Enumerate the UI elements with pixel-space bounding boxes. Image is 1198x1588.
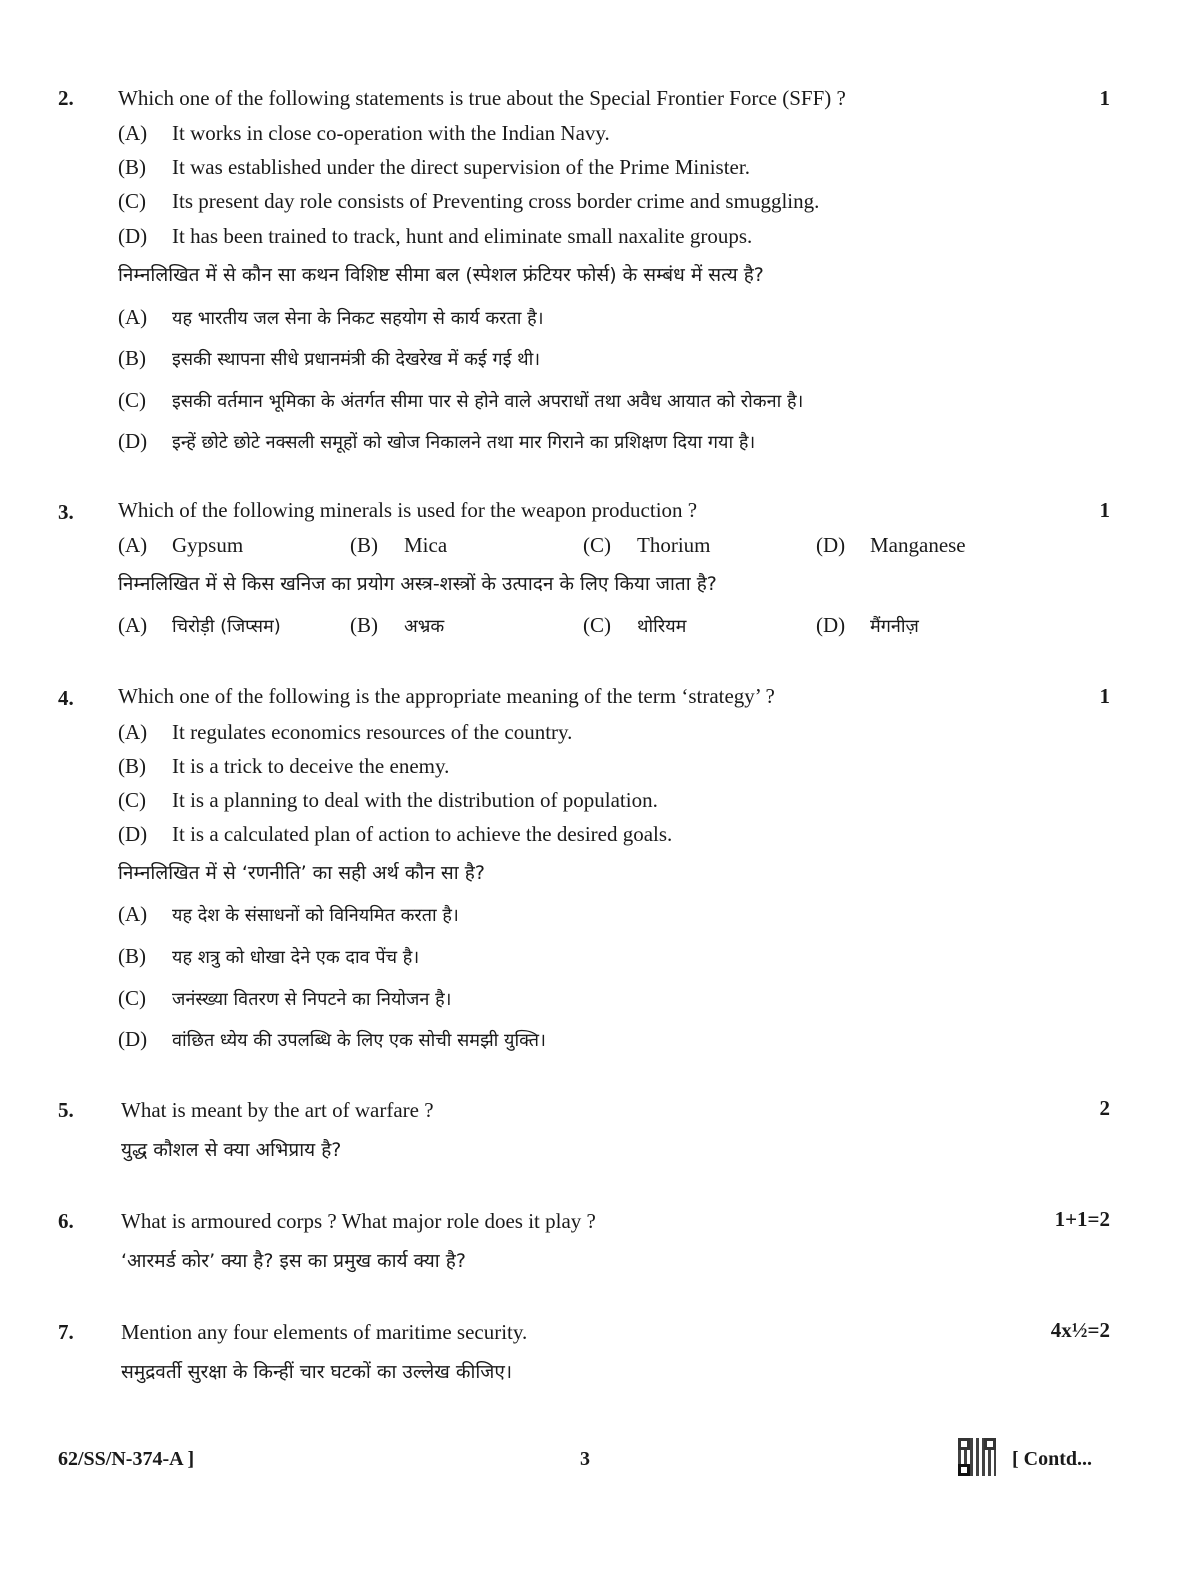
option-text: Its present day role consists of Preventing cross border crime and smuggling.: [172, 189, 820, 213]
option-text: It regulates economics resources of the country.: [172, 720, 573, 744]
page-number: 3: [580, 1448, 590, 1470]
option-hi-c: [118, 388, 803, 413]
question-text-hi: निम्नलिखित में से किस खनिज का प्रयोग अस्त्र-शस्त्रों के उत्पादन के लिए किया जाता है?: [118, 573, 717, 595]
option-label: (C): [583, 533, 611, 557]
option-text: It is a planning to deal with the distribution of population.: [172, 788, 658, 812]
option-en-b: [118, 754, 449, 779]
question-text-hi: निम्नलिखित में से ‘रणनीति’ का सही अर्थ कौन सा है?: [118, 862, 485, 884]
option-label: (B): [118, 155, 146, 179]
option-label: (A): [118, 902, 148, 926]
question-text-en: Which one of the following statements is true about the Special Frontier Force (SFF) ?: [118, 86, 846, 110]
question-text-en: Mention any four elements of maritime security.: [121, 1320, 528, 1344]
question-text-en: What is armoured corps ? What major role does it play ?: [121, 1209, 596, 1233]
question-text-hi: ‘आरमर्ड कोर’ क्या है? इस का प्रमुख कार्य क्या है?: [121, 1250, 466, 1272]
option-text: It has been trained to track, hunt and eliminate small naxalite groups.: [172, 224, 753, 248]
option-label: (B): [118, 754, 146, 778]
option-label: (A): [118, 121, 148, 145]
qr-code-corner: [958, 1464, 970, 1476]
option-text: Manganese: [870, 533, 966, 557]
question-marks: 2: [1099, 1096, 1110, 1120]
option-hi-a: [118, 902, 459, 927]
option-hi-a: [118, 305, 544, 330]
option-hi-a: [118, 613, 281, 638]
question-number: 2.: [58, 86, 74, 110]
option-text: इसकी वर्तमान भूमिका के अंतर्गत सीमा पार से होने वाले अपराधों तथा अवैध आयात को रोकना है।: [172, 391, 804, 412]
option-label: (B): [350, 533, 378, 557]
question-number: 4.: [58, 686, 74, 710]
option-hi-b: [118, 944, 419, 969]
option-label: (C): [118, 388, 146, 412]
option-label: (D): [816, 533, 846, 557]
option-text: Gypsum: [172, 533, 244, 557]
option-text: यह शत्रु को धोखा देने एक दाव पेंच है।: [172, 947, 420, 968]
question-text-en: What is meant by the art of warfare ?: [121, 1098, 434, 1122]
option-text: Thorium: [637, 533, 711, 557]
option-label: (D): [118, 1027, 148, 1051]
option-text: वांछित ध्येय की उपलब्धि के लिए एक सोची समझी युक्ति।: [172, 1030, 546, 1051]
question-marks: 1+1=2: [1054, 1207, 1110, 1231]
option-label: (D): [816, 613, 846, 637]
option-hi-b: [118, 346, 540, 371]
option-label: (D): [118, 224, 148, 248]
question-text-hi: निम्नलिखित में से कौन सा कथन विशिष्ट सीमा बल (स्पेशल फ्रंटियर फोर्स) के सम्बंध में सत्य है?: [118, 264, 764, 286]
option-text: It is a calculated plan of action to achieve the desired goals.: [172, 822, 673, 846]
option-text: Mica: [404, 533, 448, 557]
question-text-hi: युद्ध कौशल से क्या अभिप्राय है?: [121, 1139, 342, 1161]
continued-label: [ Contd...: [1012, 1448, 1093, 1470]
option-hi-b: [350, 613, 444, 638]
option-label: (C): [118, 986, 146, 1010]
question-number: 5.: [58, 1098, 74, 1122]
option-en-d: [118, 822, 672, 847]
question-marks: 1: [1099, 498, 1110, 522]
option-text: चिरोड़ी (जिप्सम): [172, 616, 281, 637]
option-text: थोरियम: [637, 616, 687, 637]
question-number: 3.: [58, 500, 74, 524]
option-en-a: [118, 720, 572, 745]
option-en-c: [583, 533, 711, 558]
question-number: 6.: [58, 1209, 74, 1233]
option-text: It works in close co-operation with the Indian Navy.: [172, 121, 610, 145]
option-hi-d: [118, 429, 755, 454]
option-text: इन्हें छोटे छोटे नक्सली समूहों को खोज निकालने तथा मार गिराने का प्रशिक्षण दिया गया है।: [172, 432, 756, 453]
option-en-b: [350, 533, 447, 558]
option-label: (A): [118, 305, 148, 329]
option-label: (C): [118, 788, 146, 812]
option-label: (A): [118, 720, 148, 744]
option-en-b: [118, 155, 750, 180]
option-label: (D): [118, 429, 148, 453]
option-text: अभ्रक: [404, 616, 445, 637]
option-en-c: [118, 788, 658, 813]
option-hi-c: [118, 986, 452, 1011]
option-hi-d: [816, 613, 919, 638]
option-text: It is a trick to deceive the enemy.: [172, 754, 450, 778]
option-label: (B): [350, 613, 378, 637]
option-en-a: [118, 121, 610, 146]
option-text: यह भारतीय जल सेना के निकट सहयोग से कार्य करता है।: [172, 308, 544, 329]
option-label: (B): [118, 346, 146, 370]
question-marks: 1: [1099, 684, 1110, 708]
option-hi-c: [583, 613, 686, 638]
option-hi-d: [118, 1027, 546, 1052]
option-text: यह देश के संसाधनों को विनियमित करता है।: [172, 905, 459, 926]
question-marks: 1: [1099, 86, 1110, 110]
option-en-a: [118, 533, 243, 558]
option-text: It was established under the direct supervision of the Prime Minister.: [172, 155, 750, 179]
question-text-en: Which one of the following is the appropriate meaning of the term ‘strategy’ ?: [118, 684, 775, 708]
option-en-d: [816, 533, 966, 558]
option-text: इसकी स्थापना सीधे प्रधानमंत्री की देखरेख में कई गई थी।: [172, 349, 541, 370]
option-label: (C): [118, 189, 146, 213]
option-label: (A): [118, 613, 148, 637]
option-en-d: [118, 224, 752, 249]
paper-code: 62/SS/N-374-A ]: [58, 1448, 195, 1470]
option-label: (D): [118, 822, 148, 846]
question-text-hi: समुद्रवर्ती सुरक्षा के किन्हीं चार घटकों का उल्लेख कीजिए।: [121, 1361, 513, 1383]
option-label: (B): [118, 944, 146, 968]
question-number: 7.: [58, 1320, 74, 1344]
option-en-c: [118, 189, 819, 214]
option-text: मैंगनीज़: [870, 616, 919, 637]
option-label: (C): [583, 613, 611, 637]
question-marks: 4x½=2: [1050, 1318, 1110, 1342]
question-text-en: Which of the following minerals is used for the weapon production ?: [118, 498, 698, 522]
option-text: जनंस्ख्या वितरण से निपटने का नियोजन है।: [172, 989, 452, 1010]
option-label: (A): [118, 533, 148, 557]
